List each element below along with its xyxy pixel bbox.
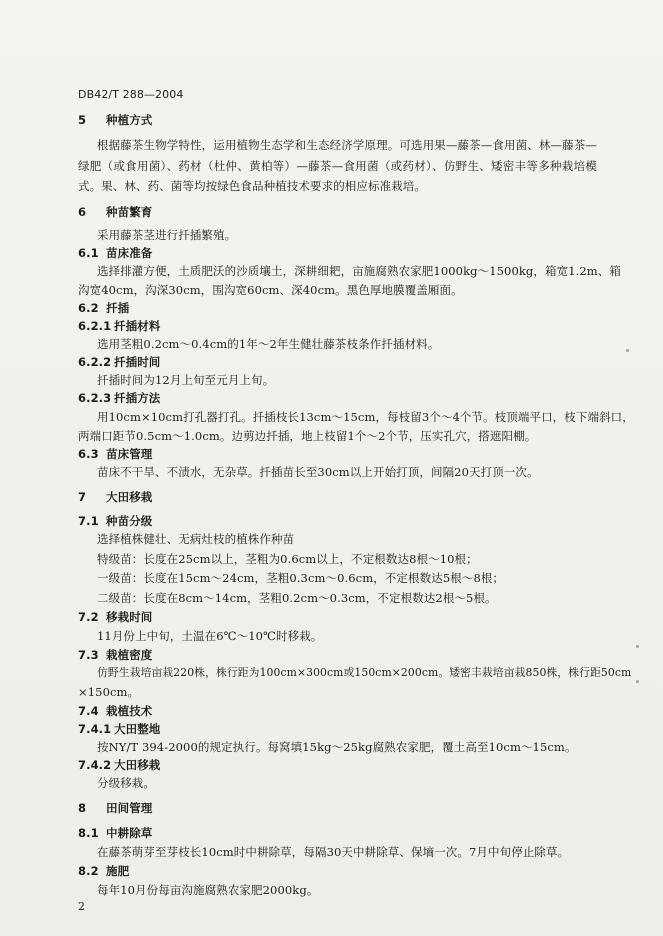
paragraph-line: 根据藤茶生物学特性，运用植物生态学和生态经济学原理。可选用果—藤茶—食用菌、林—藤茶— — [97, 138, 597, 152]
section-title: 大田整地 — [114, 722, 161, 736]
subsection-6-2-2-heading — [78, 355, 160, 369]
section-title: 种苗繁育 — [106, 205, 153, 219]
standard-code: DB42/T 288—2004 — [78, 88, 184, 101]
section-title: 栽植密度 — [106, 648, 153, 662]
paragraph-line: 二级苗：长度在8cm～14cm，茎粗0.2cm～0.3cm，不定根数达2根～5根。 — [97, 591, 497, 605]
page-number: 2 — [78, 900, 86, 913]
scan-speck — [626, 349, 629, 352]
section-number: 6.2 — [78, 301, 99, 315]
scan-speck — [636, 645, 639, 648]
paragraph-line: ×150cm。 — [78, 685, 140, 699]
section-number: 5 — [78, 113, 87, 127]
paragraph-line: 两端口距节0.5cm～1.0cm。边剪边扦插，地上枝留1个～2个节，压实孔穴，搭遮阳棚。 — [78, 429, 537, 443]
section-title: 种植方式 — [106, 113, 153, 127]
subsection-6-2-3-heading — [78, 391, 160, 405]
paragraph-line: 绿肥（或食用菌）、药材（杜仲、黄柏等）—藤茶—食用菌（或药材）、仿野生、矮密丰等多种栽培模 — [78, 159, 597, 173]
section-number: 6.2.3 — [78, 391, 112, 405]
subsection-7-1-heading — [78, 514, 152, 528]
section-title: 田间管理 — [106, 801, 153, 815]
paragraph-line: 在藤茶萌芽至芽枝长10cm时中耕除草，每隔30天中耕除草、保墒一次。7月中旬停止除草。 — [97, 845, 570, 859]
paragraph-line: 按NY/T 394-2000的规定执行。每窝填15kg～25kg腐熟农家肥，覆土高至10cm～15cm。 — [97, 740, 577, 754]
section-number: 7.1 — [78, 514, 99, 528]
section-8-heading — [78, 801, 152, 815]
paragraph-line: 一级苗：长度在15cm～24cm，茎粗0.3cm～0.6cm，不定根数达5根～8根； — [97, 571, 505, 585]
paragraph-line: 选用茎粗0.2cm～0.4cm的1年～2年生健壮藤茶枝条作扦插材料。 — [97, 337, 440, 351]
subsection-6-3-heading — [78, 447, 152, 461]
paragraph-line: 用10cm×10cm打孔器打孔。扦插枝长13cm～15cm，每枝留3个～4个节。枝顶端平口，枝下端斜口， — [97, 410, 634, 424]
subsection-7-2-heading — [78, 610, 152, 624]
paragraph-line: 扦插时间为12月上旬至元月上旬。 — [97, 373, 275, 387]
section-number: 6.2.2 — [78, 355, 112, 369]
subsection-7-4-2-heading — [78, 758, 160, 772]
section-number: 8 — [78, 801, 87, 815]
section-number: 7.2 — [78, 610, 99, 624]
section-number: 6.3 — [78, 447, 99, 461]
section-title: 苗床准备 — [106, 246, 153, 260]
section-title: 中耕除草 — [106, 826, 153, 840]
section-title: 栽植技术 — [106, 704, 153, 718]
paragraph-line: 式。果、林、药、菌等均按绿色食品种植技术要求的相应标准栽培。 — [78, 179, 426, 193]
section-title: 扦插材料 — [114, 319, 161, 333]
section-number: 7.4.2 — [78, 758, 112, 772]
subsection-6-1-heading — [78, 246, 152, 260]
section-number: 7 — [78, 490, 87, 504]
paragraph-line: 采用藤茶茎进行扦插繁殖。 — [97, 228, 237, 242]
subsection-7-4-heading — [78, 704, 152, 718]
section-title: 施肥 — [106, 864, 130, 878]
section-title: 大田移栽 — [106, 490, 153, 504]
section-title: 大田移栽 — [114, 758, 161, 772]
section-5-heading — [78, 113, 152, 127]
section-6-heading — [78, 205, 152, 219]
paragraph-line: 仿野生栽培亩栽220株，株行距为100cm×300cm或150cm×200cm。矮密丰栽培亩栽850株，株行距50cm — [97, 666, 632, 679]
subsection-6-2-1-heading — [78, 319, 160, 333]
paragraph-line: 沟宽40cm，沟深30cm，围沟宽60cm、深40cm。黑色厚地膜覆盖厢面。 — [78, 283, 463, 297]
section-title: 扦插方法 — [114, 391, 161, 405]
section-number: 8.2 — [78, 864, 99, 878]
paragraph-line: 选择排灌方便，土质肥沃的沙质壤土，深耕细耙，亩施腐熟农家肥1000kg～1500kg，箱宽1.2m、箱 — [97, 264, 621, 278]
subsection-7-4-1-heading — [78, 722, 160, 736]
section-title: 扦插 — [106, 301, 130, 315]
section-7-heading — [78, 490, 152, 504]
section-number: 7.4 — [78, 704, 99, 718]
paragraph-line: 苗床不干旱、不渍水，无杂草。扦插苗长至30cm以上开始打顶，间隔20天打顶一次。 — [97, 465, 539, 479]
section-title: 种苗分级 — [106, 514, 153, 528]
paragraph-line: 每年10月份每亩沟施腐熟农家肥2000kg。 — [97, 883, 319, 897]
section-title: 移栽时间 — [106, 610, 153, 624]
section-number: 6.2.1 — [78, 319, 112, 333]
paragraph-line: 分级移栽。 — [97, 776, 155, 790]
subsection-8-2-heading — [78, 864, 129, 878]
section-title: 苗床管理 — [106, 447, 153, 461]
paragraph-line: 选择植株健壮、无病灶枝的植株作种苗 — [97, 532, 295, 546]
section-title: 扦插时间 — [114, 355, 161, 369]
subsection-6-2-heading — [78, 301, 129, 315]
paragraph-line: 特级苗：长度在25cm以上，茎粗为0.6cm以上，不定根数达8根～10根； — [97, 552, 478, 566]
section-number: 8.1 — [78, 826, 99, 840]
paragraph-line: 11月份上中旬，土温在6℃～10℃时移栽。 — [97, 629, 323, 643]
section-number: 6.1 — [78, 246, 99, 260]
section-number: 7.4.1 — [78, 722, 112, 736]
section-number: 6 — [78, 205, 87, 219]
subsection-7-3-heading — [78, 648, 152, 662]
subsection-8-1-heading — [78, 826, 152, 840]
section-number: 7.3 — [78, 648, 99, 662]
scan-speck — [636, 680, 639, 683]
